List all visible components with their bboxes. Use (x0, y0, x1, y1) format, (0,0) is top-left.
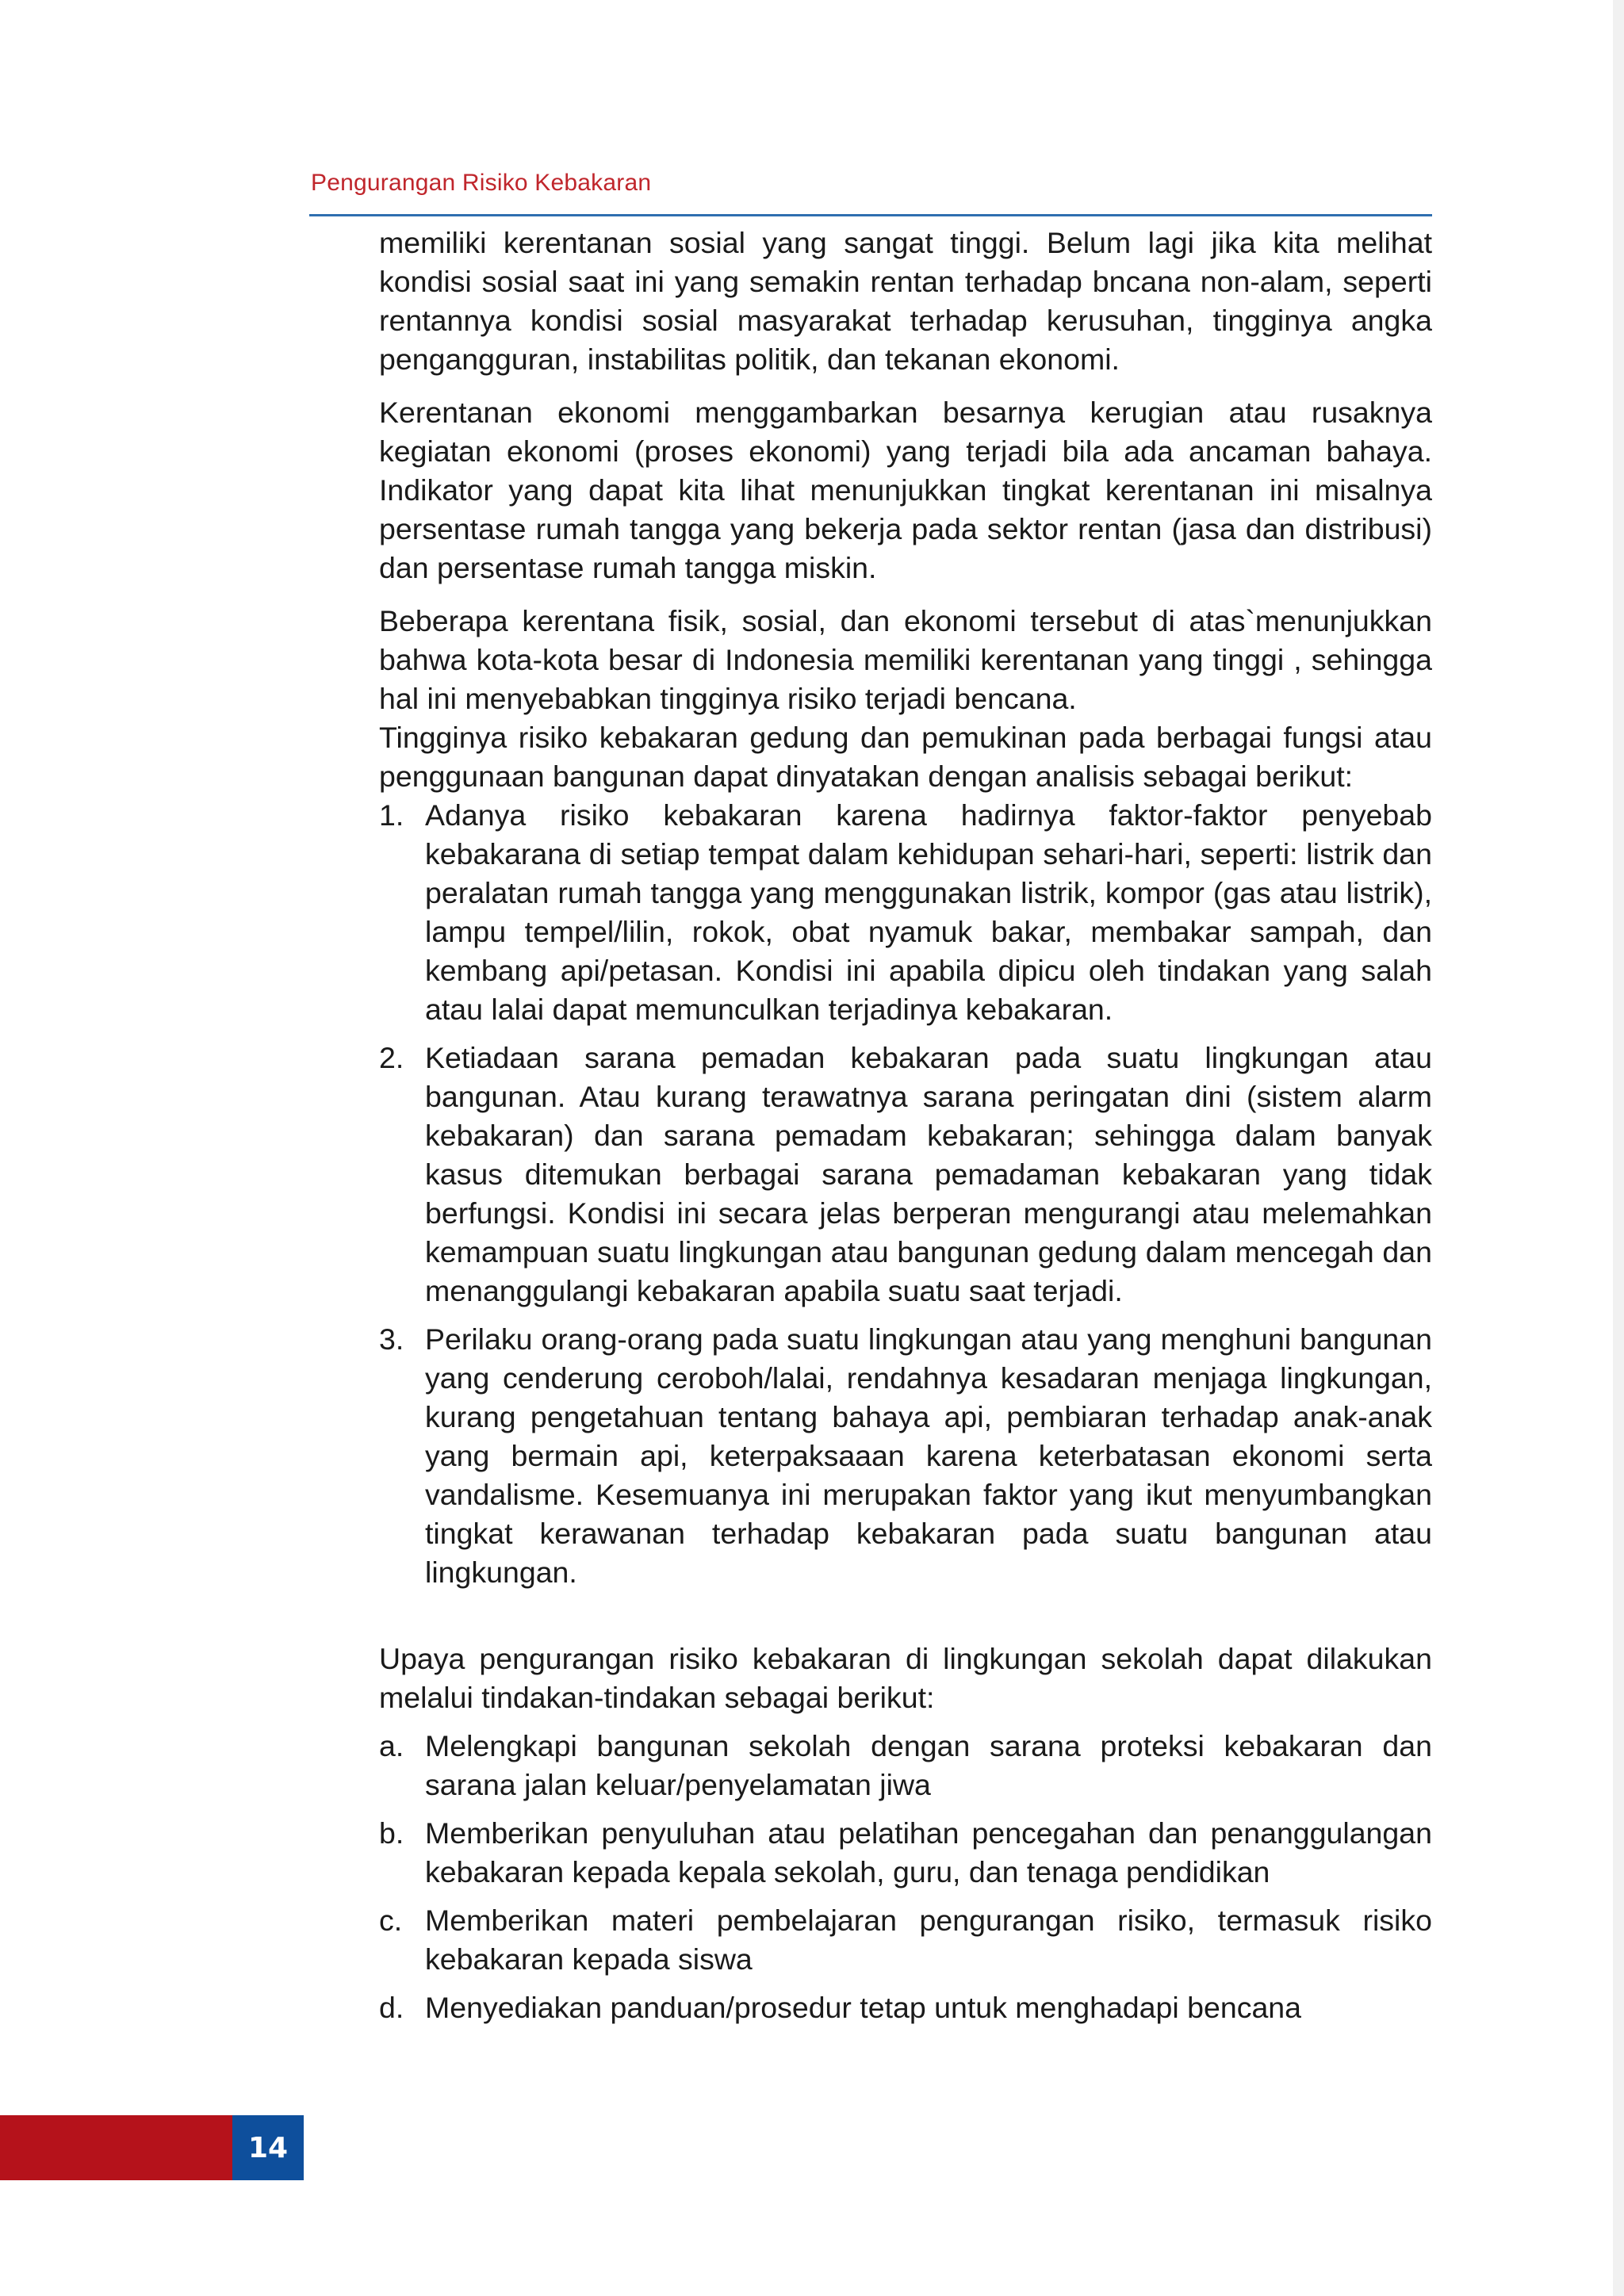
list-marker: 2. (379, 1041, 404, 1074)
paragraph: Beberapa kerentana fisik, sosial, dan ekonomi tersebut di atas`menunjukkan bahwa kota-kota besar di Indonesia memiliki kerentanan yang tinggi , sehingga hal ini menyebabkan tingginya risiko terjadi bencana. (379, 604, 1432, 715)
list-item (379, 796, 1432, 1029)
list-marker: 1. (379, 798, 404, 832)
paragraph: Kerentanan ekonomi menggambarkan besarnya kerugian atau rusaknya kegiatan ekonomi (proses ekonomi) yang terjadi bila ada ancaman bahaya. Indikator yang dapat kita lihat menunjukkan tingkat kerentanan ini misalnya persentase rumah tangga yang bekerja pada sektor rentan (jasa dan distribusi) dan persentase rumah tangga miskin. (379, 396, 1432, 584)
list-item-text: Perilaku orang-orang pada suatu lingkungan atau yang menghuni bangunan yang cenderung ceroboh/lalai, rendahnya kesadaran menjaga lingkungan, kurang pengetahuan tentang bahaya api, pembiaran terhadap anak-anak yang bermain api, keterpaksaaan karena keterbatasan ekonomi serta vandalisme. Kesemuanya ini merupakan faktor yang ikut menyumbangkan tingkat kerawanan terhadap kebakaran pada suatu bangunan atau lingkungan. (425, 1322, 1432, 1589)
list-marker: a. (379, 1729, 404, 1762)
paragraph: Tingginya risiko kebakaran gedung dan pemukinan pada berbagai fungsi atau penggunaan bangunan dapat dinyatakan dengan analisis sebagai berikut: (379, 721, 1432, 793)
list-item-text: Memberikan materi pembelajaran pengurangan risiko, termasuk risiko kebakaran kepada siswa (425, 1904, 1432, 1976)
page-content (379, 224, 1432, 2027)
list-item (379, 1988, 1432, 2027)
list-item (379, 1727, 1432, 1804)
numbered-list (379, 796, 1432, 1592)
list-marker: d. (379, 1991, 404, 2024)
list-marker: c. (379, 1904, 403, 1937)
paragraph: Upaya pengurangan risiko kebakaran di lingkungan sekolah dapat dilakukan melalui tindakan-tindakan sebagai berikut: (379, 1642, 1432, 1714)
list-marker: 3. (379, 1322, 404, 1356)
list-item-text: Memberikan penyuluhan atau pelatihan pencegahan dan penanggulangan kebakaran kepada kepala sekolah, guru, dan tenaga pendidikan (425, 1816, 1432, 1888)
running-head-title: Pengurangan Risiko Kebakaran (311, 170, 652, 196)
page-number: 14 (232, 2115, 304, 2180)
footer-red-band (0, 2115, 232, 2180)
list-item-text: Melengkapi bangunan sekolah dengan sarana proteksi kebakaran dan sarana jalan keluar/penyelamatan jiwa (425, 1729, 1432, 1801)
list-item (379, 1039, 1432, 1311)
list-marker: b. (379, 1816, 404, 1850)
list-item-text: Adanya risiko kebakaran karena hadirnya faktor-faktor penyebab kebakarana di setiap tempat dalam kehidupan sehari-hari, seperti: listrik dan peralatan rumah tangga yang menggunakan listrik, kompor (gas atau listrik), lampu tempel/lilin, rokok, obat nyamuk bakar, membakar sampah, dan kembang api/petasan. Kondisi ini apabila dipicu oleh tindakan yang salah atau lalai dapat memunculkan terjadinya kebakaran. (425, 798, 1432, 1026)
paragraph: memiliki kerentanan sosial yang sangat tinggi. Belum lagi jika kita melihat kondisi sosial saat ini yang semakin rentan terhadap bncana non-alam, seperti rentannya kondisi sosial masyarakat terhadap kerusuhan, tingginya angka pengangguran, instabilitas politik, dan tekanan ekonomi. (379, 226, 1432, 376)
lettered-list (379, 1727, 1432, 2027)
list-item-text: Menyediakan panduan/prosedur tetap untuk menghadapi bencana (425, 1991, 1302, 2024)
list-item (379, 1320, 1432, 1592)
page-edge-shade (1613, 0, 1624, 2296)
list-item (379, 1814, 1432, 1892)
header-rule (309, 214, 1432, 216)
list-item (379, 1901, 1432, 1979)
list-item-text: Ketiadaan sarana pemadan kebakaran pada suatu lingkungan atau bangunan. Atau kurang terawatnya sarana peringatan dini (sistem alarm kebakaran) dan sarana pemadam kebakaran; sehingga dalam banyak kasus ditemukan berbagai sarana pemadaman kebakaran yang tidak berfungsi. Kondisi ini secara jelas berperan mengurangi atau melemahkan kemampuan suatu lingkungan atau bangunan gedung dalam mencegah dan menanggulangi kebakaran apabila suatu saat terjadi. (425, 1041, 1432, 1307)
